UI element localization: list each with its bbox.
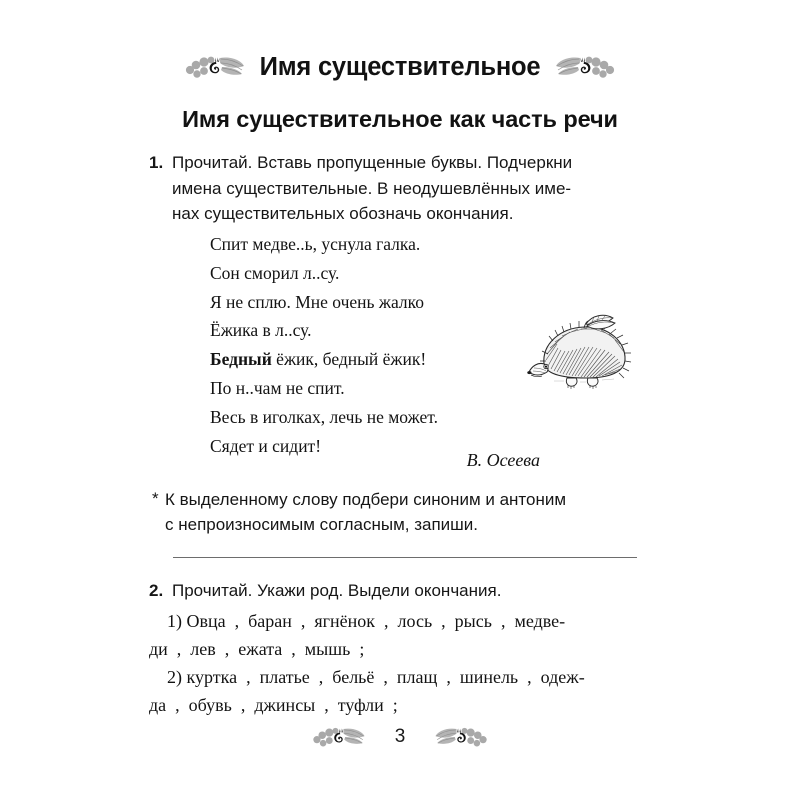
poem-line <box>210 259 540 288</box>
poem-line-bold: Бедный <box>210 349 272 370</box>
note-text <box>165 487 566 537</box>
poem-line-text: Ёжика в л..су. <box>210 320 312 341</box>
poem-line <box>210 230 540 259</box>
floral-vignette-icon <box>554 50 616 84</box>
exercise-1 <box>149 150 641 227</box>
exercise-1-number: 1. <box>149 153 164 172</box>
exercise-2-word-list <box>149 607 647 719</box>
poem-line-text: Спит медве..ь, уснула галка. <box>210 234 421 254</box>
poem-text <box>210 230 540 460</box>
poem-line <box>210 345 540 374</box>
poem-line-text: Сон сморил л..су. <box>210 262 340 283</box>
word-list-line: 1) Овца , баран , ягнёнок , лось , рысь , медве- <box>149 611 566 631</box>
exercise-2-instruction <box>172 578 644 604</box>
page-title: Имя существительное <box>259 52 541 81</box>
note-line: с непроизносимым согласным, запиши. <box>165 515 479 534</box>
exercise-1-instruction <box>172 150 641 227</box>
poem-author: В. Осеева <box>466 450 540 470</box>
word-list-line: ди , лев , ежата , мышь ; <box>149 639 365 659</box>
poem-line <box>210 316 540 345</box>
hedgehog-sketch-icon <box>524 302 642 392</box>
poem-line-text: ёжик, бедный ёжик! <box>271 349 427 370</box>
section-divider <box>173 557 637 558</box>
poem-line-text: Сядет и сидит! <box>210 435 322 456</box>
instruction-line: Прочитай. Укажи род. Выдели окончания. <box>172 581 502 600</box>
word-list-line: 2) куртка , платье , бельё , плащ , шинель , одеж- <box>149 667 585 687</box>
floral-vignette-icon <box>311 722 367 752</box>
poem-line-text: Я не сплю. Мне очень жалко <box>210 291 425 312</box>
poem-line <box>210 288 540 317</box>
poem-line <box>210 374 540 403</box>
exercise-2-number: 2. <box>149 581 164 600</box>
chapter-heading <box>0 50 800 84</box>
exercise-1-note <box>152 487 647 537</box>
poem-line <box>210 403 540 432</box>
instruction-line: нах существительных обозначь окончания. <box>172 204 514 223</box>
page-footer <box>0 722 800 752</box>
exercise-2 <box>149 578 644 604</box>
section-title: Имя существительное как часть речи <box>182 106 618 132</box>
asterisk-icon: * <box>152 489 159 508</box>
word-list-line: да , обувь , джинсы , туфли ; <box>149 695 398 715</box>
instruction-line: Прочитай. Вставь пропущенные буквы. Подчеркни <box>172 153 573 172</box>
poem-line-text: По н..чам не спит. <box>210 377 345 398</box>
page-number: 3 <box>394 726 406 747</box>
floral-vignette-icon <box>184 50 246 84</box>
instruction-line: имена существительные. В неодушевлённых име- <box>172 178 572 198</box>
poem-line-text: Весь в иголках, лечь не может. <box>210 406 438 427</box>
floral-vignette-icon <box>433 722 489 752</box>
note-line: К выделенному слову подбери синоним и антоним <box>165 490 567 509</box>
